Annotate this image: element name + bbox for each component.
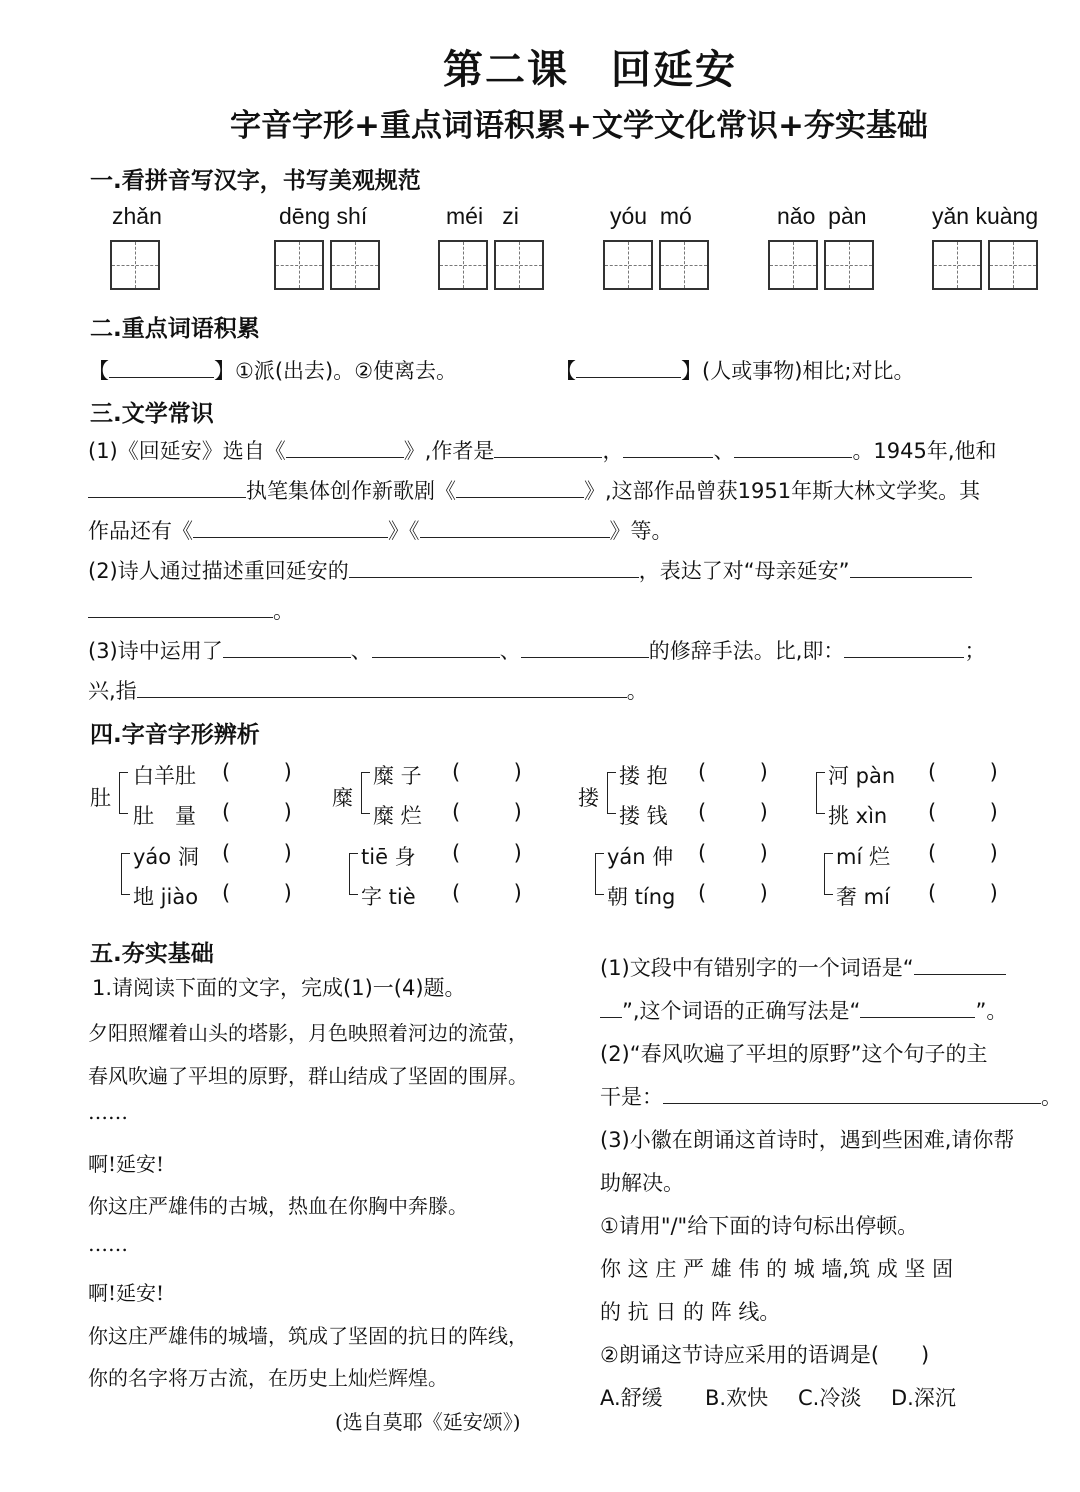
- answer-blank[interactable]: [734, 436, 852, 458]
- answer-paren[interactable]: ( ): [928, 760, 998, 784]
- answer-blank[interactable]: [600, 996, 622, 1018]
- question-text: (1)《回延安》选自《: [88, 439, 286, 463]
- writing-cell[interactable]: [659, 240, 709, 290]
- section-2-heading: 二.重点词语积累: [90, 316, 260, 342]
- reading-question-2-line-2: [600, 1081, 1062, 1111]
- answer-blank[interactable]: [193, 516, 388, 538]
- pinyin-label: méi zi: [446, 203, 519, 229]
- question-text: 》《: [388, 519, 420, 543]
- question-text: ；: [964, 639, 986, 663]
- writing-cell[interactable]: [110, 240, 160, 290]
- question-text: 》,作者是: [403, 439, 495, 463]
- bracket: [121, 853, 130, 895]
- answer-blank[interactable]: [420, 516, 610, 538]
- word-item: mí 烂: [836, 845, 890, 869]
- section-3-heading: 三.文学常识: [90, 401, 214, 427]
- writing-cell[interactable]: [824, 240, 874, 290]
- lit-question-2-line-1: [88, 555, 972, 585]
- group-head-char: 搂: [578, 786, 599, 810]
- writing-grid[interactable]: [110, 240, 160, 290]
- answer-blank[interactable]: [623, 436, 713, 458]
- writing-grid[interactable]: [438, 240, 544, 290]
- answer-paren[interactable]: ( ): [222, 800, 292, 824]
- poem-line: 你这庄严雄伟的古城，热血在你胸中奔滕。: [88, 1194, 468, 1218]
- question-text: 。: [1041, 1085, 1062, 1109]
- poem-line: 啊!延安!: [88, 1281, 165, 1305]
- answer-blank[interactable]: [850, 556, 972, 578]
- lit-question-2-line-2: [88, 595, 294, 625]
- question-text: (3)诗中运用了: [88, 639, 223, 663]
- pause-marking-line[interactable]: 你 这 庄 严 雄 伟 的 城 墙,筑 成 坚 固: [600, 1257, 954, 1281]
- vocab-item-1: [88, 355, 457, 385]
- bracket: [816, 772, 825, 814]
- option-a[interactable]: A.舒缓: [600, 1386, 663, 1410]
- section-4-heading: 四.字音字形辨析: [90, 722, 260, 748]
- writing-grid[interactable]: [274, 240, 380, 290]
- question-text: (2)诗人通过描述重回延安的: [88, 559, 349, 583]
- answer-blank[interactable]: [663, 1082, 1041, 1104]
- question-text: 、: [713, 439, 735, 463]
- poem-line: 你的名字将万古流，在历史上灿烂辉煌。: [88, 1366, 448, 1390]
- page-subtitle: 字音字形+重点词语积累+文学文化常识+夯实基础: [230, 108, 928, 144]
- question-text: 》,这部作品曾获1951年斯大林文学奖。其: [584, 479, 981, 503]
- group-head-char: 肚: [90, 786, 111, 810]
- writing-cell[interactable]: [603, 240, 653, 290]
- bracket: [361, 772, 370, 814]
- answer-blank[interactable]: [349, 556, 639, 578]
- poem-line: 夕阳照耀着山头的塔影，月色映照着河边的流萤，: [88, 1021, 528, 1045]
- bracket: [119, 772, 128, 814]
- writing-cell[interactable]: [494, 240, 544, 290]
- pinyin-label: zhǎn: [112, 203, 162, 229]
- answer-paren[interactable]: ( ): [222, 881, 292, 905]
- answer-paren[interactable]: ( ): [928, 800, 998, 824]
- reading-question-1-line-1: [600, 952, 1006, 982]
- poem-line: 你这庄严雄伟的城墙，筑成了坚固的抗日的阵线，: [88, 1324, 528, 1348]
- poem-line: 春风吹遍了平坦的原野，群山结成了坚固的围屏。: [88, 1064, 528, 1088]
- reading-question-3-instruction: ①请用"/"给下面的诗句标出停顿。: [600, 1214, 919, 1238]
- writing-cell[interactable]: [438, 240, 488, 290]
- vocab-definition: 】①派(出去)。②使离去。: [214, 359, 458, 383]
- answer-paren[interactable]: ( ): [698, 841, 768, 865]
- page-title: 第二课 回延安: [443, 47, 737, 93]
- bracket-open: 【: [555, 359, 576, 383]
- writing-cell[interactable]: [932, 240, 982, 290]
- reading-question-3-line-1: (3)小徽在朗诵这首诗时，遇到些困难,请你帮: [600, 1128, 1015, 1152]
- vocab-definition: 】(人或事物)相比;对比。: [681, 359, 915, 383]
- word-item: 搂 抱: [619, 764, 668, 788]
- section-1-heading: 一.看拼音写汉字，书写美观规范: [90, 168, 421, 194]
- lit-question-1-line-3: [88, 515, 673, 545]
- answer-blank[interactable]: [88, 476, 246, 498]
- question-text: 执笔集体创作新歌剧《: [246, 479, 456, 503]
- answer-blank[interactable]: [456, 476, 584, 498]
- answer-blank[interactable]: [494, 436, 602, 458]
- question-text: ”。: [975, 999, 1008, 1023]
- answer-paren[interactable]: ( ): [222, 760, 292, 784]
- answer-blank[interactable]: [576, 356, 681, 378]
- answer-paren[interactable]: ( ): [928, 881, 998, 905]
- reading-question-3-line-2: 助解决。: [600, 1171, 684, 1195]
- writing-cell[interactable]: [330, 240, 380, 290]
- question-text: 。: [626, 679, 648, 703]
- question-text: (1)文段中有错别字的一个词语是“: [600, 956, 914, 980]
- reading-intro: 1.请阅读下面的文字，完成(1)一(4)题。: [92, 976, 466, 1000]
- answer-paren[interactable]: ( ): [452, 760, 522, 784]
- pinyin-label: nǎo pàn: [777, 203, 867, 229]
- word-item: 地 jiào: [133, 885, 199, 909]
- tone-question: ②朗诵这节诗应采用的语调是( ): [600, 1343, 930, 1367]
- question-text: 》等。: [609, 519, 673, 543]
- answer-paren[interactable]: ( ): [452, 800, 522, 824]
- bracket: [824, 853, 833, 895]
- word-item: tiē 身: [361, 845, 416, 869]
- writing-cell[interactable]: [768, 240, 818, 290]
- question-text: ，: [602, 439, 624, 463]
- vocab-item-2: [555, 355, 914, 385]
- answer-blank[interactable]: [88, 596, 273, 618]
- poem-line: 啊!延安!: [88, 1152, 165, 1176]
- question-text: 的修辞手法。比,即：: [648, 639, 845, 663]
- question-text: 干是：: [600, 1085, 663, 1109]
- answer-blank[interactable]: [860, 996, 975, 1018]
- poem-source: (选自莫耶《延安颂》): [335, 1410, 521, 1434]
- question-text: 作品还有《: [88, 519, 193, 543]
- word-item: 朝 tíng: [607, 885, 676, 909]
- option-d[interactable]: D.深沉: [891, 1386, 956, 1410]
- word-item: 糜 烂: [373, 804, 422, 828]
- word-item: yán 伸: [607, 845, 674, 869]
- pinyin-label: yóu mó: [610, 203, 692, 229]
- answer-paren[interactable]: ( ): [452, 841, 522, 865]
- writing-grid[interactable]: [603, 240, 709, 290]
- reading-question-2-line-1: (2)“春风吹遍了平坦的原野”这个句子的主: [600, 1042, 988, 1066]
- bracket-open: 【: [88, 359, 109, 383]
- lit-question-3-line-2: [88, 675, 648, 705]
- reading-question-1-line-2: [600, 995, 1007, 1025]
- pinyin-label: yǎn kuàng: [932, 203, 1039, 229]
- lit-question-1-line-2: [88, 475, 980, 505]
- word-item: 糜 子: [373, 764, 422, 788]
- answer-blank[interactable]: [521, 636, 649, 658]
- answer-blank[interactable]: [372, 636, 500, 658]
- word-item: yáo 洞: [133, 845, 199, 869]
- answer-blank[interactable]: [109, 356, 214, 378]
- question-text: 兴,指: [88, 679, 137, 703]
- answer-paren[interactable]: ( ): [452, 881, 522, 905]
- writing-grid[interactable]: [932, 240, 1038, 290]
- question-text: ，表达了对“母亲延安”: [638, 559, 850, 583]
- word-item: 白羊肚: [133, 764, 196, 788]
- answer-paren[interactable]: ( ): [222, 841, 292, 865]
- word-item: 河 pàn: [828, 764, 896, 788]
- bracket: [607, 772, 616, 814]
- poem-line: ……: [88, 1232, 128, 1256]
- answer-blank[interactable]: [914, 953, 1006, 975]
- bracket: [595, 853, 604, 895]
- question-text: ”,这个词语的正确写法是“: [622, 999, 861, 1023]
- writing-cell[interactable]: [988, 240, 1038, 290]
- poem-line: ……: [88, 1100, 128, 1124]
- question-text: 、: [499, 639, 521, 663]
- pause-marking-line[interactable]: 的 抗 日 的 阵 线。: [600, 1300, 781, 1324]
- answer-blank[interactable]: [844, 636, 964, 658]
- pinyin-label: dēng shí: [279, 203, 368, 229]
- answer-blank[interactable]: [286, 436, 404, 458]
- writing-grid[interactable]: [768, 240, 874, 290]
- group-head-char: 糜: [332, 786, 353, 810]
- question-text: 、: [350, 639, 372, 663]
- word-item: 字 tiè: [361, 885, 416, 909]
- section-5-heading: 五.夯实基础: [90, 941, 214, 967]
- lit-question-1-line-1: [88, 435, 997, 465]
- bracket: [349, 853, 358, 895]
- answer-paren[interactable]: ( ): [698, 800, 768, 824]
- question-text: 。1945年,他和: [852, 439, 997, 463]
- word-item: 挑 xìn: [828, 804, 888, 828]
- answer-paren[interactable]: ( ): [698, 881, 768, 905]
- answer-paren[interactable]: ( ): [928, 841, 998, 865]
- question-text: 。: [273, 599, 294, 623]
- word-item: 奢 mí: [836, 885, 890, 909]
- answer-blank[interactable]: [137, 676, 627, 698]
- word-item: 搂 钱: [619, 804, 668, 828]
- writing-cell[interactable]: [274, 240, 324, 290]
- lit-question-3-line-1: [88, 635, 985, 665]
- option-b[interactable]: B.欢快: [705, 1386, 769, 1410]
- word-item: 肚 量: [133, 804, 196, 828]
- answer-blank[interactable]: [223, 636, 351, 658]
- option-c[interactable]: C.冷淡: [798, 1386, 862, 1410]
- answer-paren[interactable]: ( ): [698, 760, 768, 784]
